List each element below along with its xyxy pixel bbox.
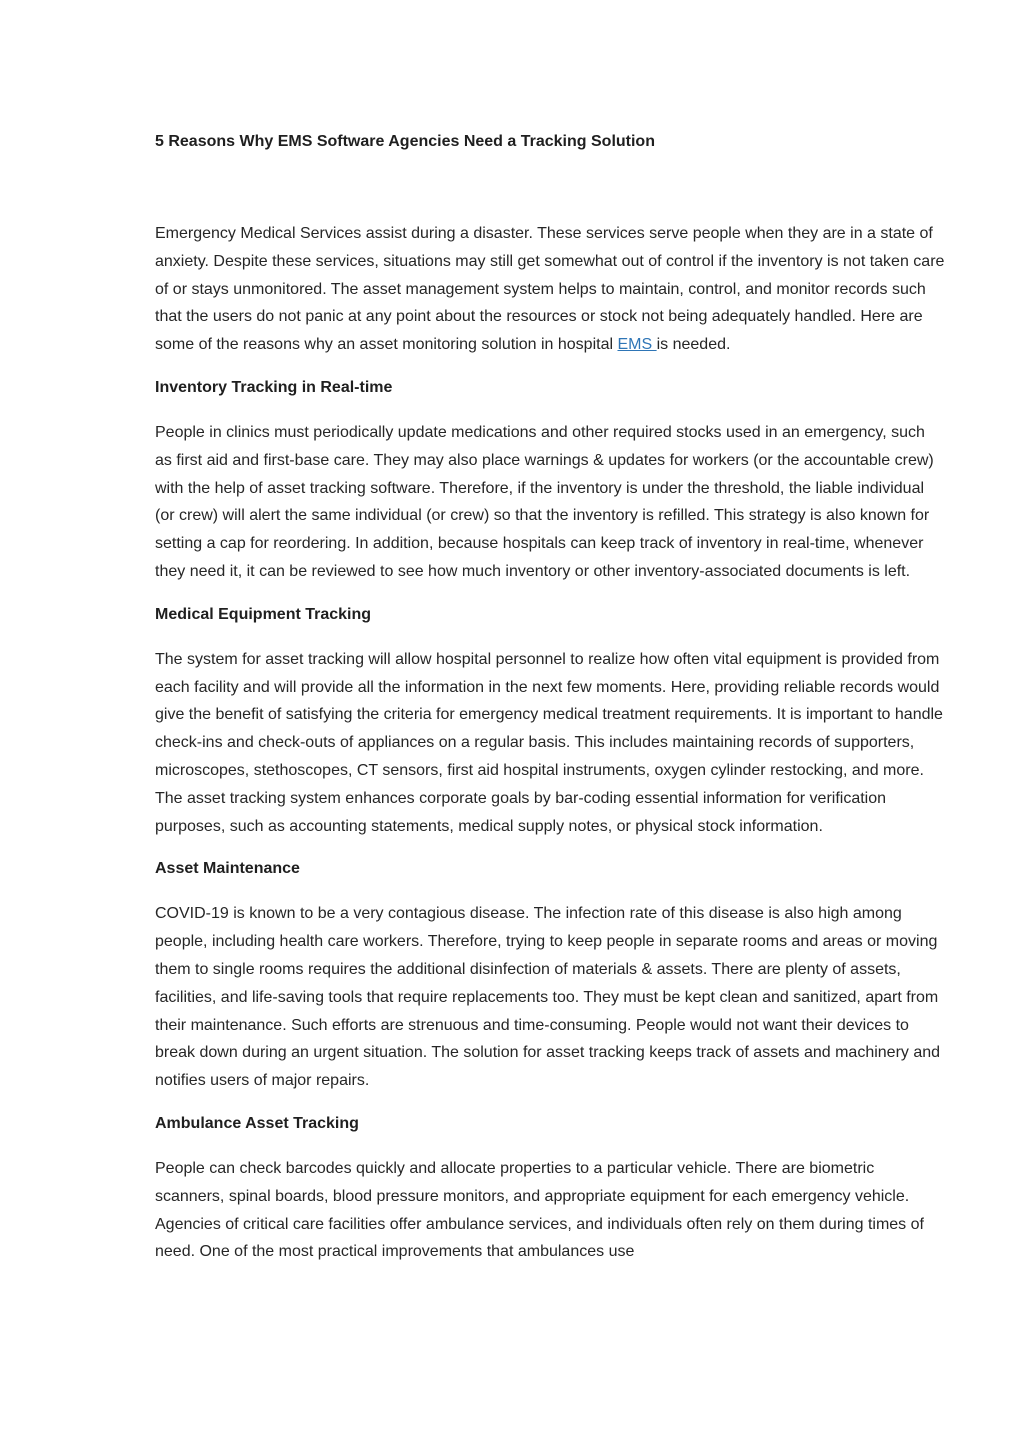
intro-text-end: is needed. (656, 336, 731, 354)
section-body-ambulance-asset-tracking: People can check barcodes quickly and allocate properties to a particular vehicle. There are biometric scanners, spinal boards, blood pressure monitors, and appropriate equipment for each emergency vehicle. Agencies of critical care facilities offer ambulance services, and individuals often rely on them during times of need. One of the most practical improvements that ambulances use (155, 1159, 924, 1261)
document-content (155, 130, 945, 1283)
section-heading-inventory-tracking: Inventory Tracking in Real-time (155, 378, 393, 396)
section-heading-ambulance-asset-tracking: Ambulance Asset Tracking (155, 1114, 359, 1132)
document-title: 5 Reasons Why EMS Software Agencies Need a Tracking Solution (155, 133, 655, 150)
section-heading-medical-equipment-tracking: Medical Equipment Tracking (155, 605, 372, 623)
intro-text: Emergency Medical Services assist during a disaster. These services serve people when they are in a state of anxiety. Despite these services, situations may still get somewhat out of control if the inventory is not taken care of or stays unmonitored. The asset management system helps to maintain, control, and monitor records such that the users do not panic at any point about the resources or stock not being adequately handled. Here are some of the reasons why an asset monitoring solution in hospital (155, 225, 945, 354)
ems-link[interactable]: EMS (617, 336, 657, 354)
section-heading-asset-maintenance: Asset Maintenance (155, 860, 300, 878)
section-body-medical-equipment-tracking: The system for asset tracking will allow hospital personnel to realize how often vital equipment is provided from each facility and will provide all the information in the next few moments. Here, providing reliable records would give the benefit of satisfying the criteria for emergency medical treatment requirements. It is important to handle check-ins and check-outs of appliances on a regular basis. This includes maintaining records of supporters, microscopes, stethoscopes, CT sensors, first aid hospital instruments, oxygen cylinder restocking, and more. The asset tracking system enhances corporate goals by bar-coding essential information for verification purposes, such as accounting statements, medical supply notes, or physical stock information. (155, 650, 943, 835)
section-body-asset-maintenance: COVID-19 is known to be a very contagious disease. The infection rate of this disease is also high among people, including health care workers. Therefore, trying to keep people in separate rooms and areas or moving them to single rooms requires the additional disinfection of materials & assets. There are plenty of assets, facilities, and life-saving tools that require replacements too. They must be kept clean and sanitized, apart from their maintenance. Such efforts are strenuous and time-consuming. People would not want their devices to break down during an urgent situation. The solution for asset tracking keeps track of assets and machinery and notifies users of major repairs. (155, 905, 941, 1090)
section-body-inventory-tracking: People in clinics must periodically update medications and other required stocks used in an emergency, such as first aid and first-base care. They may also place warnings & updates for workers (or the accountable crew) with the help of asset tracking software. Therefore, if the inventory is under the threshold, the liable individual (or crew) will alert the same individual (or crew) so that the inventory is refilled. This strategy is also known for setting a cap for reordering. In addition, because hospitals can keep track of inventory in real-time, whenever they need it, it can be reviewed to see how much inventory or other inventory-associated documents is left. (155, 423, 934, 580)
intro-paragraph (155, 220, 945, 359)
